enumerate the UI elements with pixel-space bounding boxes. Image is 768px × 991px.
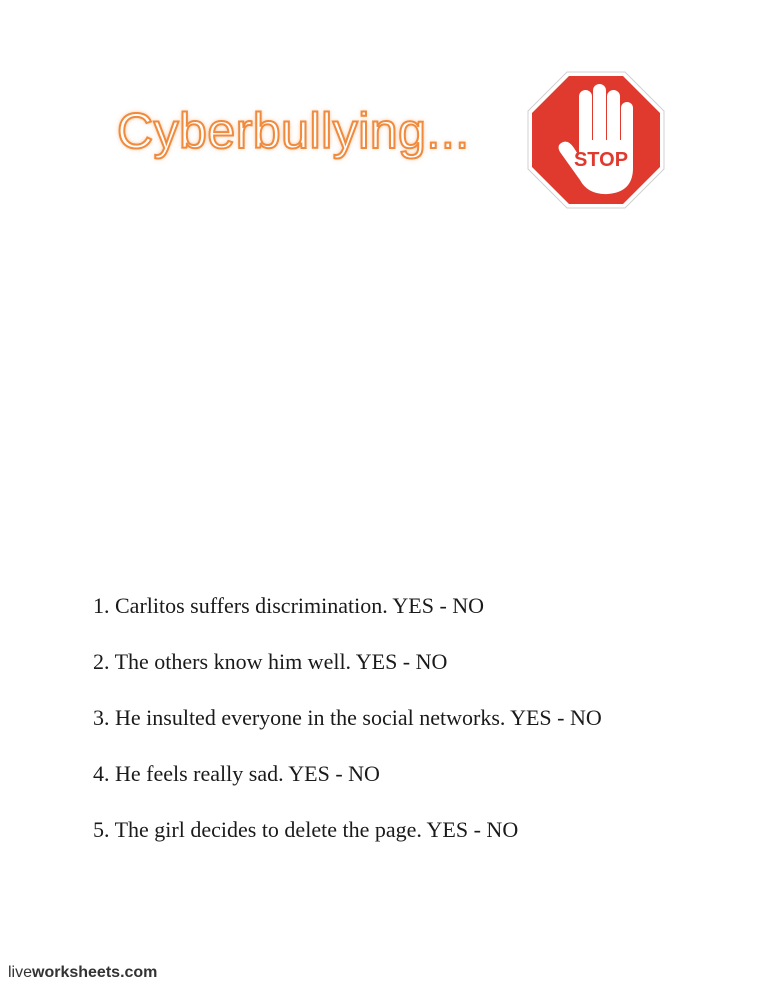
logo-light-text: live [8, 964, 33, 981]
logo-bold-text: worksheets [32, 964, 121, 981]
stop-sign-label: STOP [573, 149, 629, 171]
liveworksheets-logo[interactable] [8, 964, 157, 982]
question-item: 5. The girl decides to delete the page. YES - NO [93, 817, 519, 842]
worksheet-title: Cyberbullying... [117, 103, 470, 159]
question-item: 1. Carlitos suffers discrimination. YES - NO [93, 593, 485, 618]
question-item: 4. He feels really sad. YES - NO [93, 761, 380, 786]
question-item: 2. The others know him well. YES - NO [93, 649, 448, 674]
question-list [93, 592, 602, 872]
question-item: 3. He insulted everyone in the social networks. YES - NO [93, 705, 602, 730]
stop-hand-icon [526, 70, 666, 210]
logo-suffix-text: .com [120, 964, 158, 981]
